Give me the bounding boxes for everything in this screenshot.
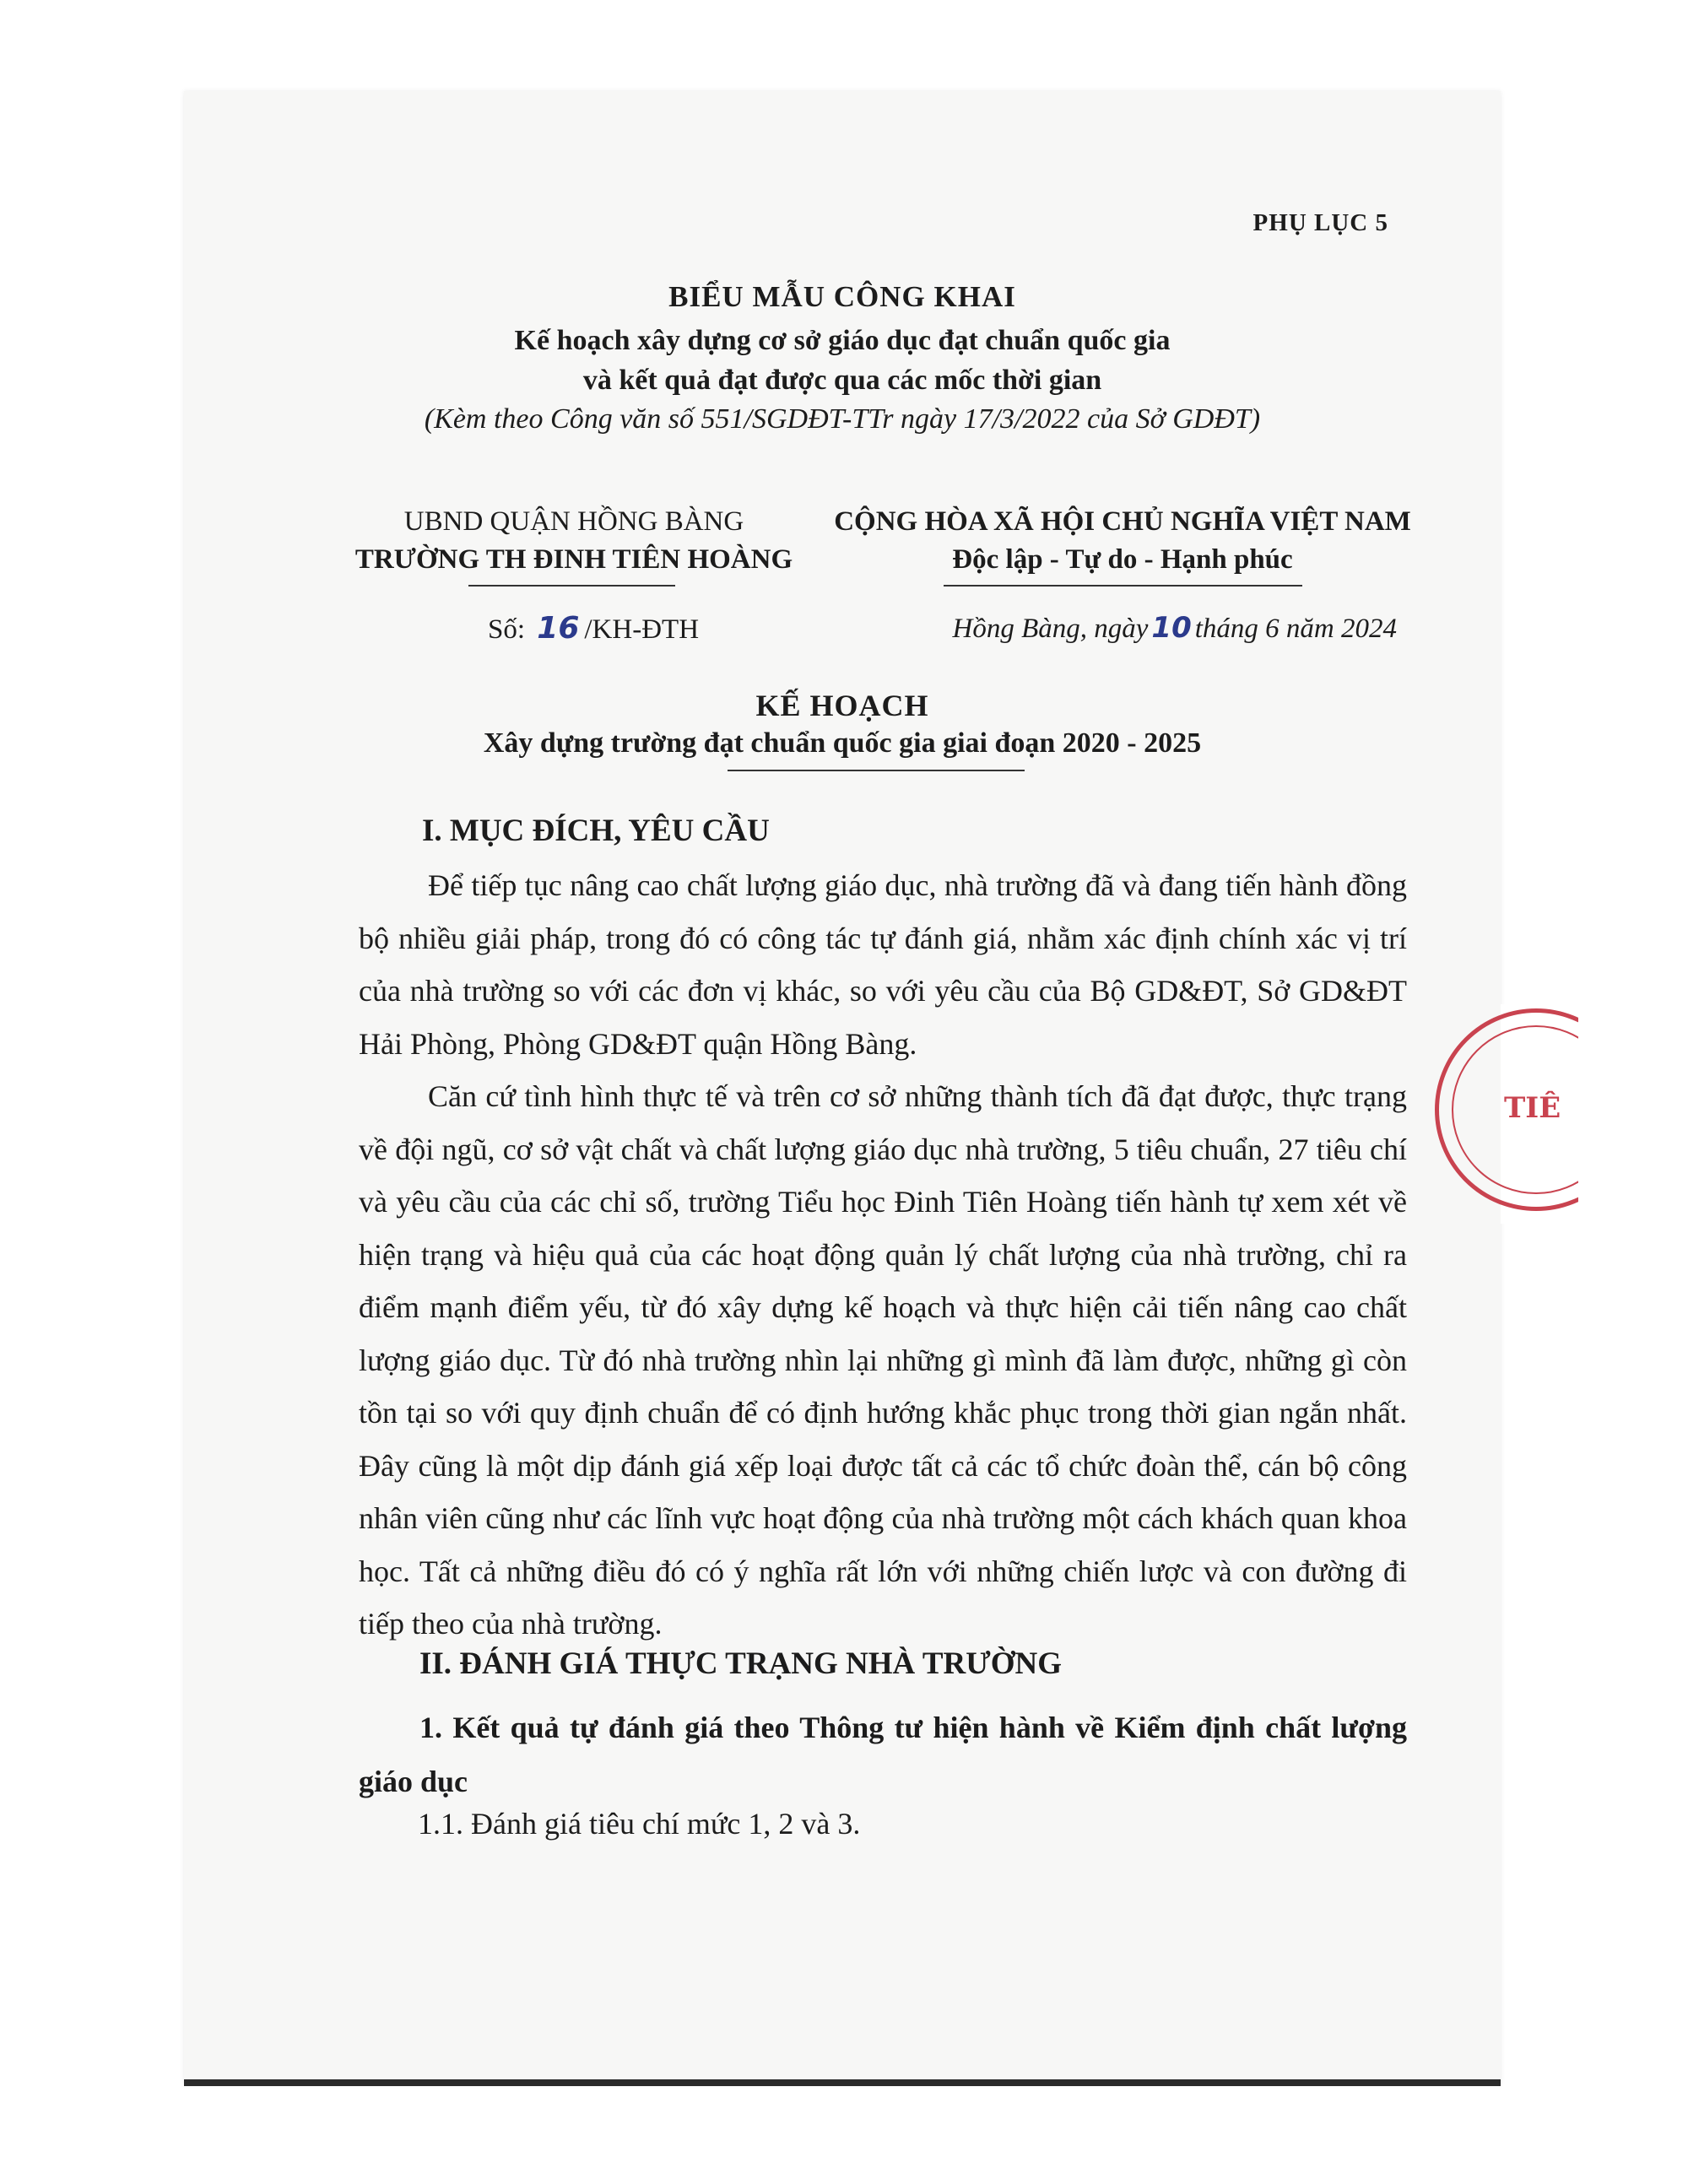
section-1-paragraph-2: Căn cứ tình hình thực tế và trên cơ sở những thành tích đã đạt được, thực trạng về đội ngũ, cơ sở vật chất và chất lượng giáo dục nhà trường, 5 tiêu chuẩn, 27 tiêu chí và yêu cầu của các chỉ số, trường Tiểu học Đinh Tiên Hoàng tiến hành tự xem xét về hiện trạng và hiệu quả của các hoạt động quản lý chất lượng của nhà trường, chỉ ra điểm mạnh điểm yếu, từ đó xây dựng kế hoạch và thực hiện cải tiến nâng cao chất lượng giáo dục. Từ đó nhà trường nhìn lại những gì mình đã làm được, những gì còn tồn tại so với quy định chuẩn để có định hướng khắc phục trong thời gian ngắn nhất. Đây cũng là một dịp đánh giá xếp loại được tất cả các tổ chức đoàn thể, cán bộ công nhân viên cũng như các lĩnh vực hoạt động của nhà trường một cách khách quan khoa học. Tất cả những điều đó có ý nghĩa rất lớn với những chiến lược và con đường đi tiếp theo của nhà trường. [359,1079,1407,1641]
date-prefix: Hồng Bàng, ngày [952,614,1149,644]
place-and-date [953,611,1397,645]
section-2-heading: II. ĐÁNH GIÁ THỰC TRẠNG NHÀ TRƯỜNG [419,1646,1062,1681]
seal-text: TIÊ [1504,1091,1561,1125]
plan-title: KẾ HOẠCH [755,689,929,722]
school-underline [468,585,675,587]
form-reference: (Kèm theo Công văn số 551/SGDĐT-TTr ngày 17/3/2022 của Sở GDĐT) [424,403,1261,435]
section-1-heading: I. MỤC ĐÍCH, YÊU CẦU [422,814,770,848]
date-suffix: tháng 6 năm 2024 [1194,614,1397,644]
appendix-label: PHỤ LỤC 5 [1252,209,1388,236]
national-title: CỘNG HÒA XÃ HỘI CHỦ NGHĨA VIỆT NAM [834,506,1411,537]
page-bottom-edge [184,2079,1501,2086]
section-1-paragraph-1: Để tiếp tục nâng cao chất lượng giáo dục, nhà trường đã và đang tiến hành đồng bộ nhiều giải pháp, trong đó có công tác tự đánh giá, nhằm xác định chính xác vị trí của nhà trường so với các đơn vị khác, so với yêu cầu của Bộ GD&ĐT, Sở GD&ĐT Hải Phòng, Phòng GD&ĐT quận Hồng Bàng. [359,868,1407,1061]
document-number [488,611,699,646]
plan-underline [728,770,1025,771]
date-day-handwritten: 10 [1151,611,1192,645]
doc-no-suffix: /KH-ĐTH [584,614,700,645]
section-2-subheading: 1. Kết quả tự đánh giá theo Thông tư hiện hành về Kiểm định chất lượng giáo dục [359,1711,1407,1798]
doc-no-prefix: Số: [488,614,526,645]
section-2-subsubheading: 1.1. Đánh giá tiêu chí mức 1, 2 và 3. [418,1807,861,1841]
national-motto: Độc lập - Tự do - Hạnh phúc [952,544,1293,575]
official-seal [1435,1008,1578,1219]
form-subtitle-line1: Kế hoạch xây dựng cơ sở giáo dục đạt chuẩn quốc gia [514,325,1171,356]
plan-subtitle: Xây dựng trường đạt chuẩn quốc gia giai đoạn 2020 - 2025 [483,727,1202,759]
school-name: TRƯỜNG TH ĐINH TIÊN HOÀNG [354,544,793,575]
motto-underline [944,585,1302,587]
doc-no-handwritten: 16 [537,611,580,646]
form-title: BIỂU MẪU CÔNG KHAI [668,280,1016,313]
form-subtitle-line2: và kết quả đạt được qua các mốc thời gian [582,365,1102,396]
issuing-agency: UBND QUẬN HỒNG BÀNG [403,506,744,537]
